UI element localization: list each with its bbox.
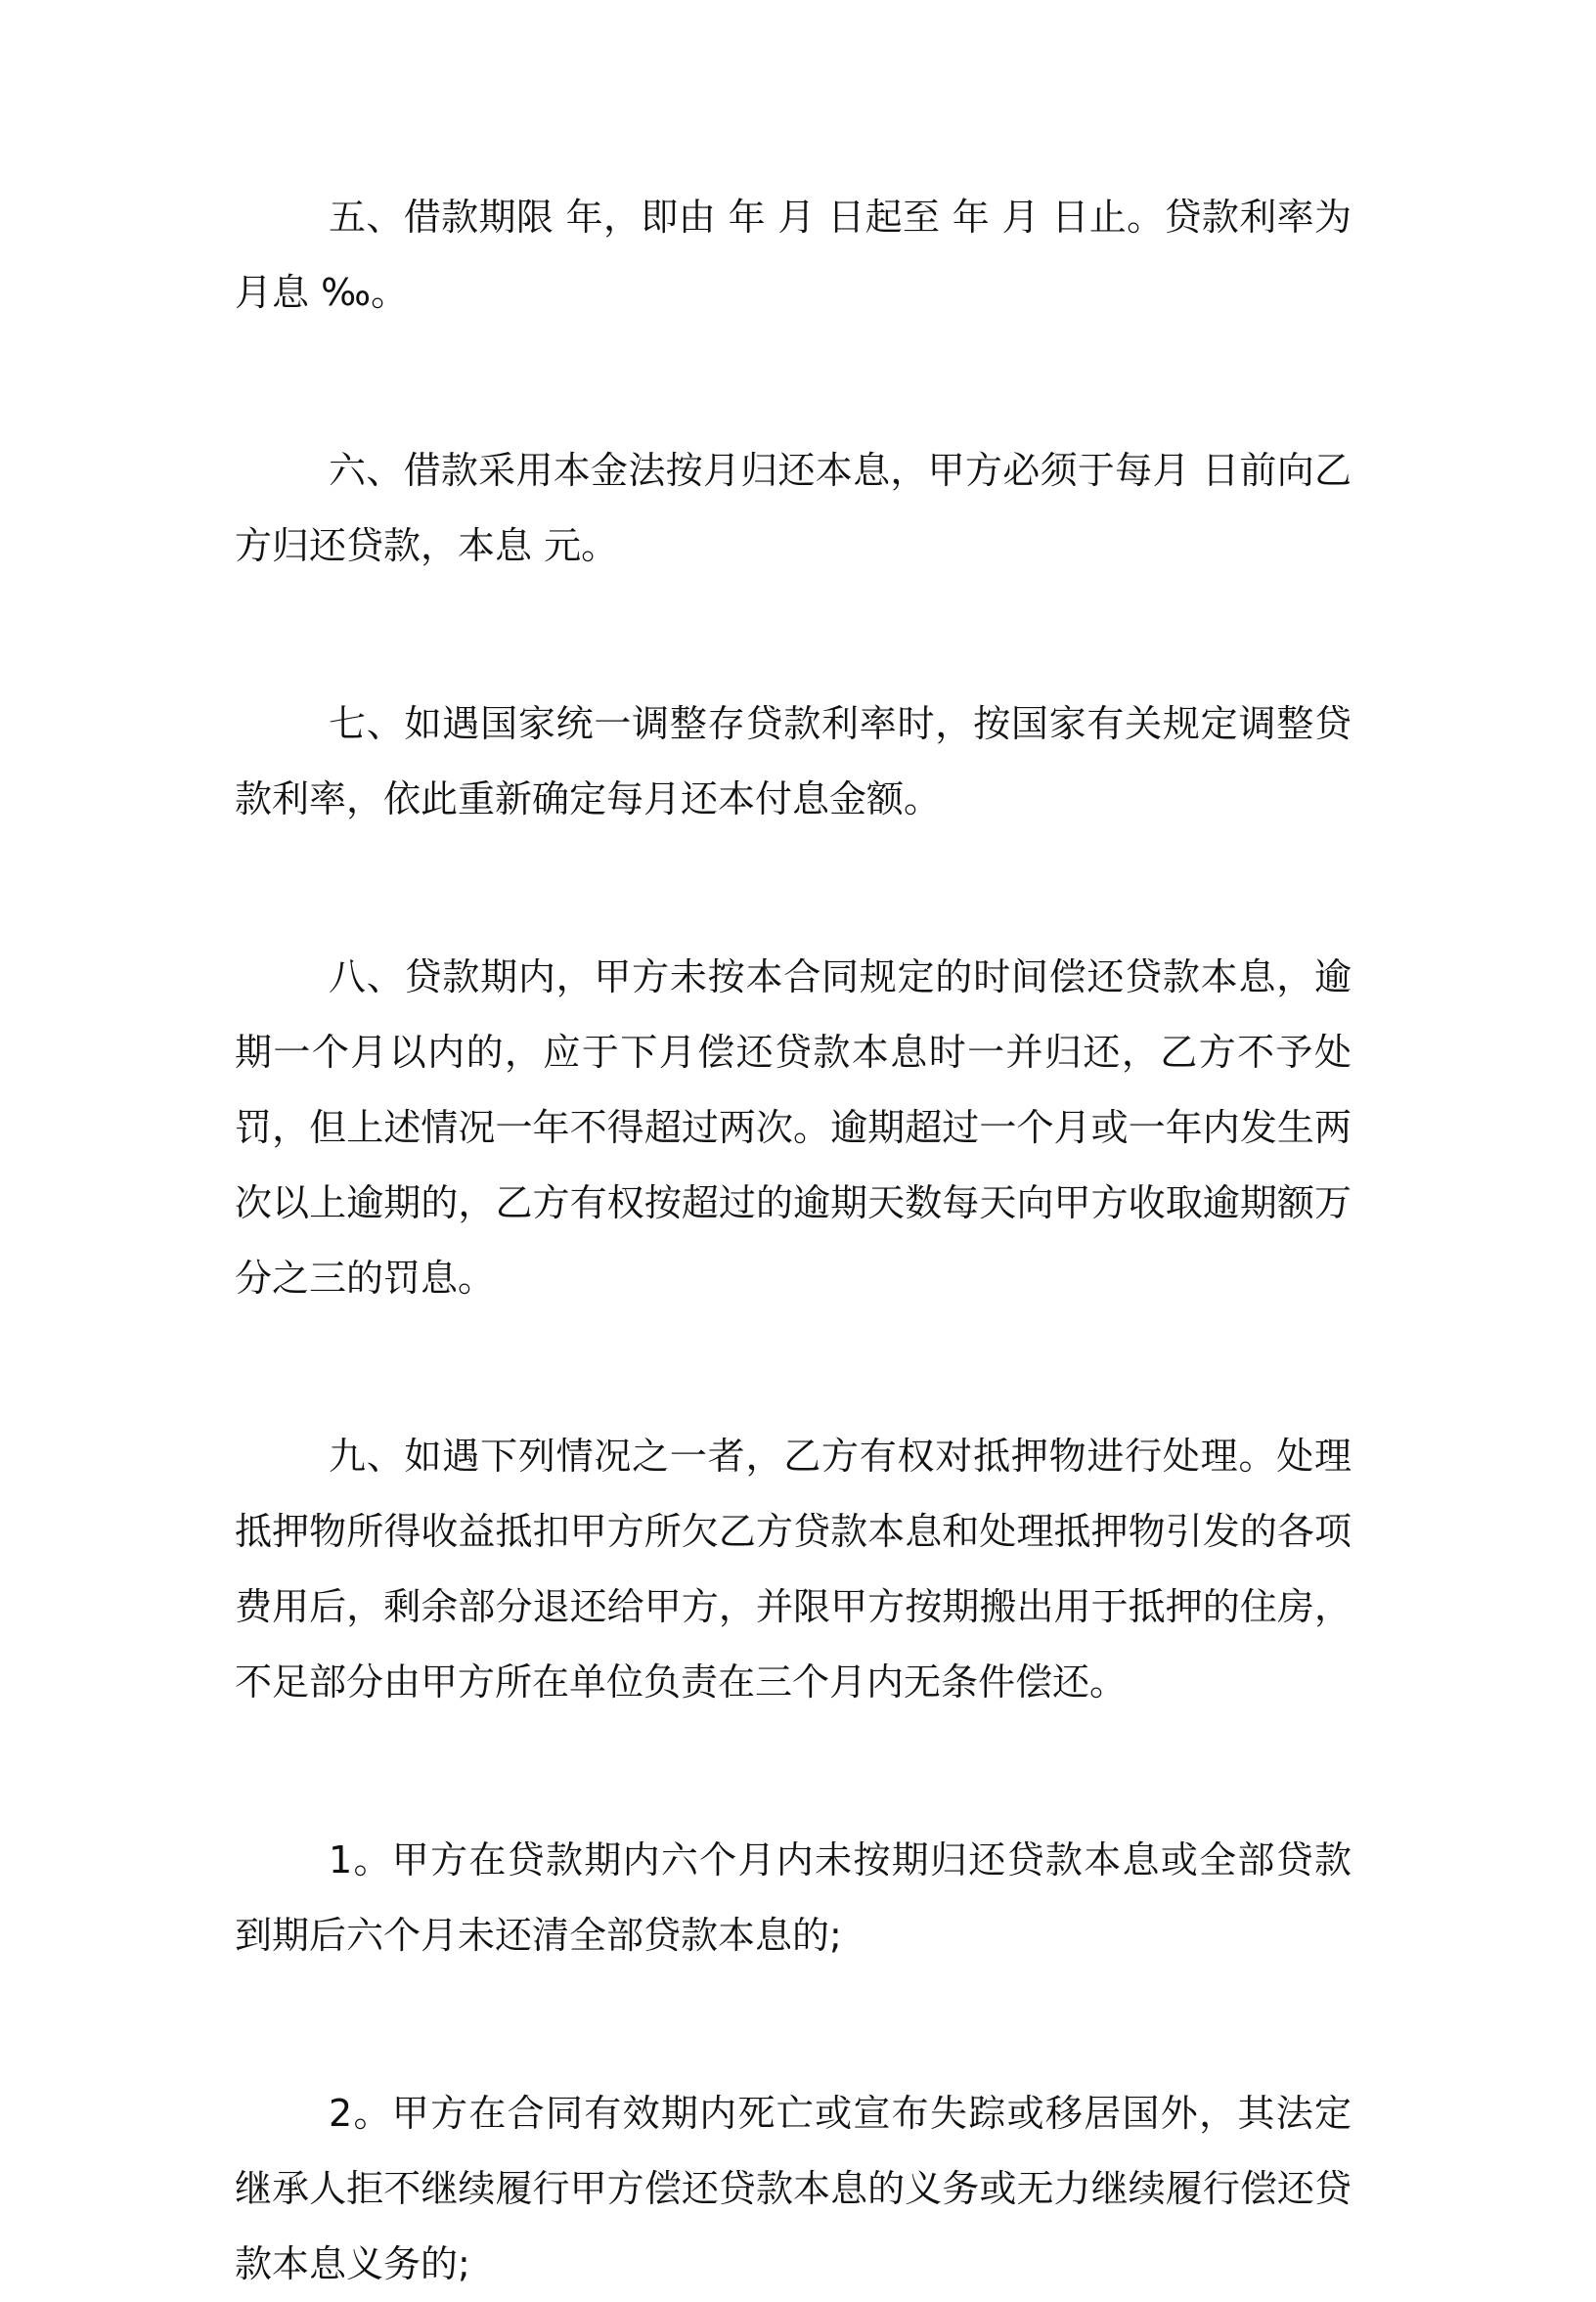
- clause-6-repayment-method: 六、借款采用本金法按月归还本息，甲方必须于每月 日前向乙方归还贷款，本息 元。: [235, 449, 1352, 567]
- clause-9-item-2: 2。甲方在合同有效期内死亡或宣布失踪或移居国外，其法定继承人拒不继续履行甲方偿还贷款本息的义务或无力继续履行偿还贷款本息义务的;: [235, 2092, 1352, 2285]
- clause-9-item-1: 1。甲方在贷款期内六个月内未按期归还贷款本息或全部贷款到期后六个月未还清全部贷款本息的;: [235, 1838, 1352, 1957]
- clause-9-collateral-disposal: 九、如遇下列情况之一者，乙方有权对抵押物进行处理。处理抵押物所得收益抵扣甲方所欠乙方贷款本息和处理抵押物引发的各项费用后，剩余部分退还给甲方，并限甲方按期搬出用于抵押的住房，不足部分由甲方所在单位负责在三个月内无条件偿还。: [235, 1435, 1352, 1704]
- document-body: [235, 180, 1352, 2302]
- clause-8-overdue-penalty: 八、贷款期内，甲方未按本合同规定的时间偿还贷款本息，逾期一个月以内的，应于下月偿还贷款本息时一并归还，乙方不予处罚，但上述情况一年不得超过两次。逾期超过一个月或一年内发生两次以上逾期的，乙方有权按超过的逾期天数每天向甲方收取逾期额万分之三的罚息。: [235, 955, 1352, 1300]
- clause-7-rate-adjustment: 七、如遇国家统一调整存贷款利率时，按国家有关规定调整贷款利率，依此重新确定每月还本付息金额。: [235, 702, 1352, 820]
- clause-5-loan-term: 五、借款期限 年，即由 年 月 日起至 年 月 日止。贷款利率为月息 ‰。: [235, 196, 1352, 314]
